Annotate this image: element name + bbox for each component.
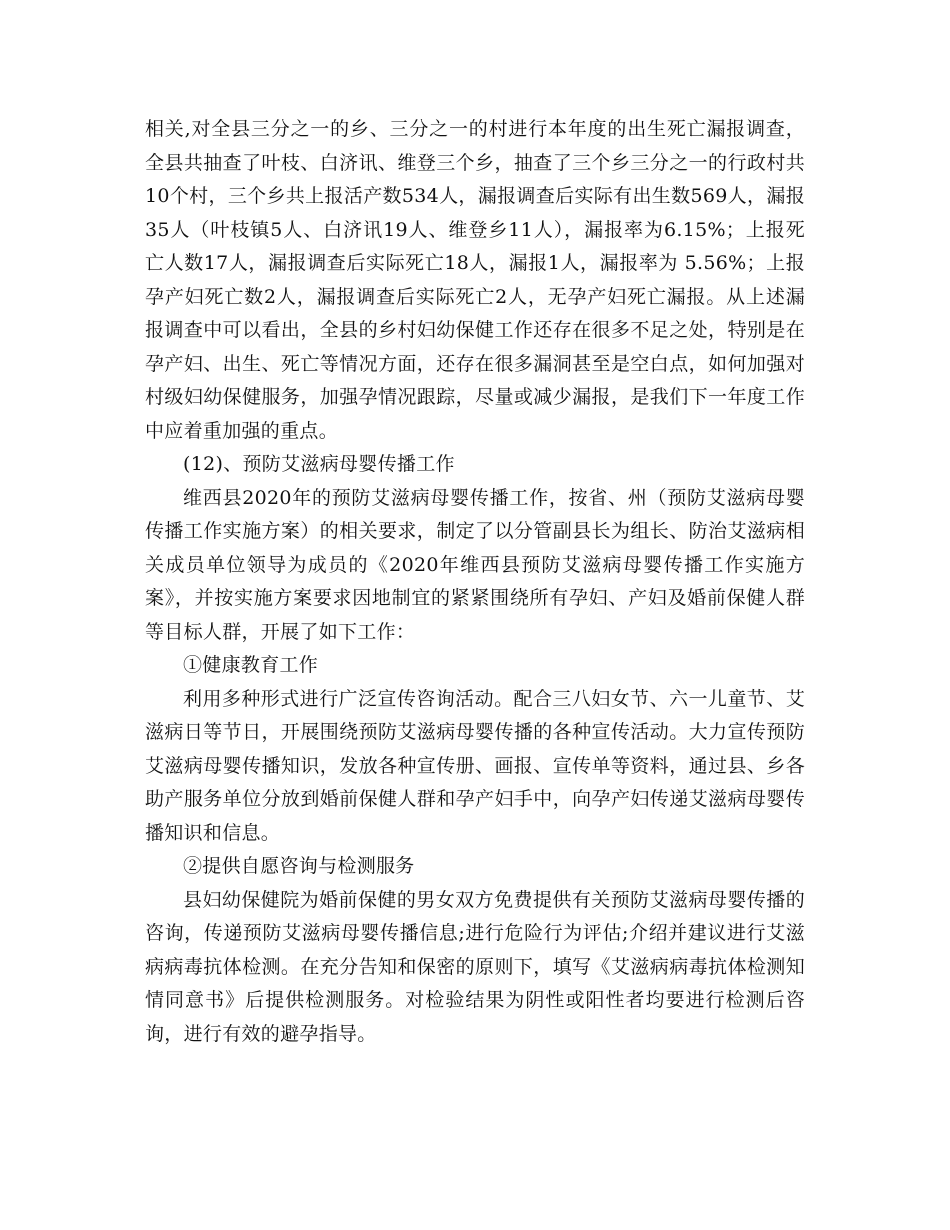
subheading-counseling-testing: ②提供自愿咨询与检测服务 (183, 855, 415, 877)
paragraph-health-education: 利用多种形式进行广泛宣传咨询活动。配合三八妇女节、六一儿童节、艾滋病日等节日，开展围绕预防艾滋病母婴传播的各种宣传活动。大力宣传预防艾滋病母婴传播知识，发放各种宣传册、画报、宣传单等资料，通过县、乡各助产服务单位分放到婚前保健人群和孕产妇手中，向孕产妇传递艾滋病母婴传播知识和信息。 (145, 687, 805, 844)
paragraph-underreport-survey: 相关,对全县三分之一的乡、三分之一的村进行本年度的出生死亡漏报调查，全县共抽查了叶枝、白济讯、维登三个乡，抽查了三个乡三分之一的行政村共10个村，三个乡共上报活产数534人，漏报调查后实际有出生数569人，漏报35人（叶枝镇5人、白济讯19人、维登乡11人），漏报率为6.15%；上报死亡人数17人，漏报调查后实际死亡18人，漏报1人，漏报率为 5.56%；上报孕产妇死亡数2人，漏报调查后实际死亡2人，无孕产妇死亡漏报。从上述漏报调查中可以看出，全县的乡村妇幼保健工作还存在很多不足之处，特别是在孕产妇、出生、死亡等情况方面，还存在很多漏洞甚至是空白点，如何加强对村级妇幼保健服务，加强孕情况跟踪，尽量或减少漏报，是我们下一年度工作中应着重加强的重点。 (145, 118, 805, 442)
section-heading-pmtct: (12)、预防艾滋病母婴传播工作 (183, 453, 455, 475)
paragraph-counseling-testing: 县妇幼保健院为婚前保健的男女双方免费提供有关预防艾滋病母婴传播的咨询，传递预防艾滋病母婴传播信息;进行危险行为评估;介绍并建议进行艾滋病病毒抗体检测。在充分告知和保密的原则下，填写《艾滋病病毒抗体检测知情同意书》后提供检测服务。对检验结果为阴性或阳性者均要进行检测后咨询，进行有效的避孕指导。 (145, 888, 805, 1045)
subheading-health-education: ①健康教育工作 (183, 654, 319, 676)
document-body (145, 113, 805, 1051)
paragraph-pmtct-plan: 维西县2020年的预防艾滋病母婴传播工作，按省、州（预防艾滋病母婴传播工作实施方案）的相关要求，制定了以分管副县长为组长、防治艾滋病相关成员单位领导为成员的《2020年维西县预防艾滋病母婴传播工作实施方案》，并按实施方案要求因地制宜的紧紧围绕所有孕妇、产妇及婚前保健人群等目标人群，开展了如下工作： (145, 486, 805, 643)
